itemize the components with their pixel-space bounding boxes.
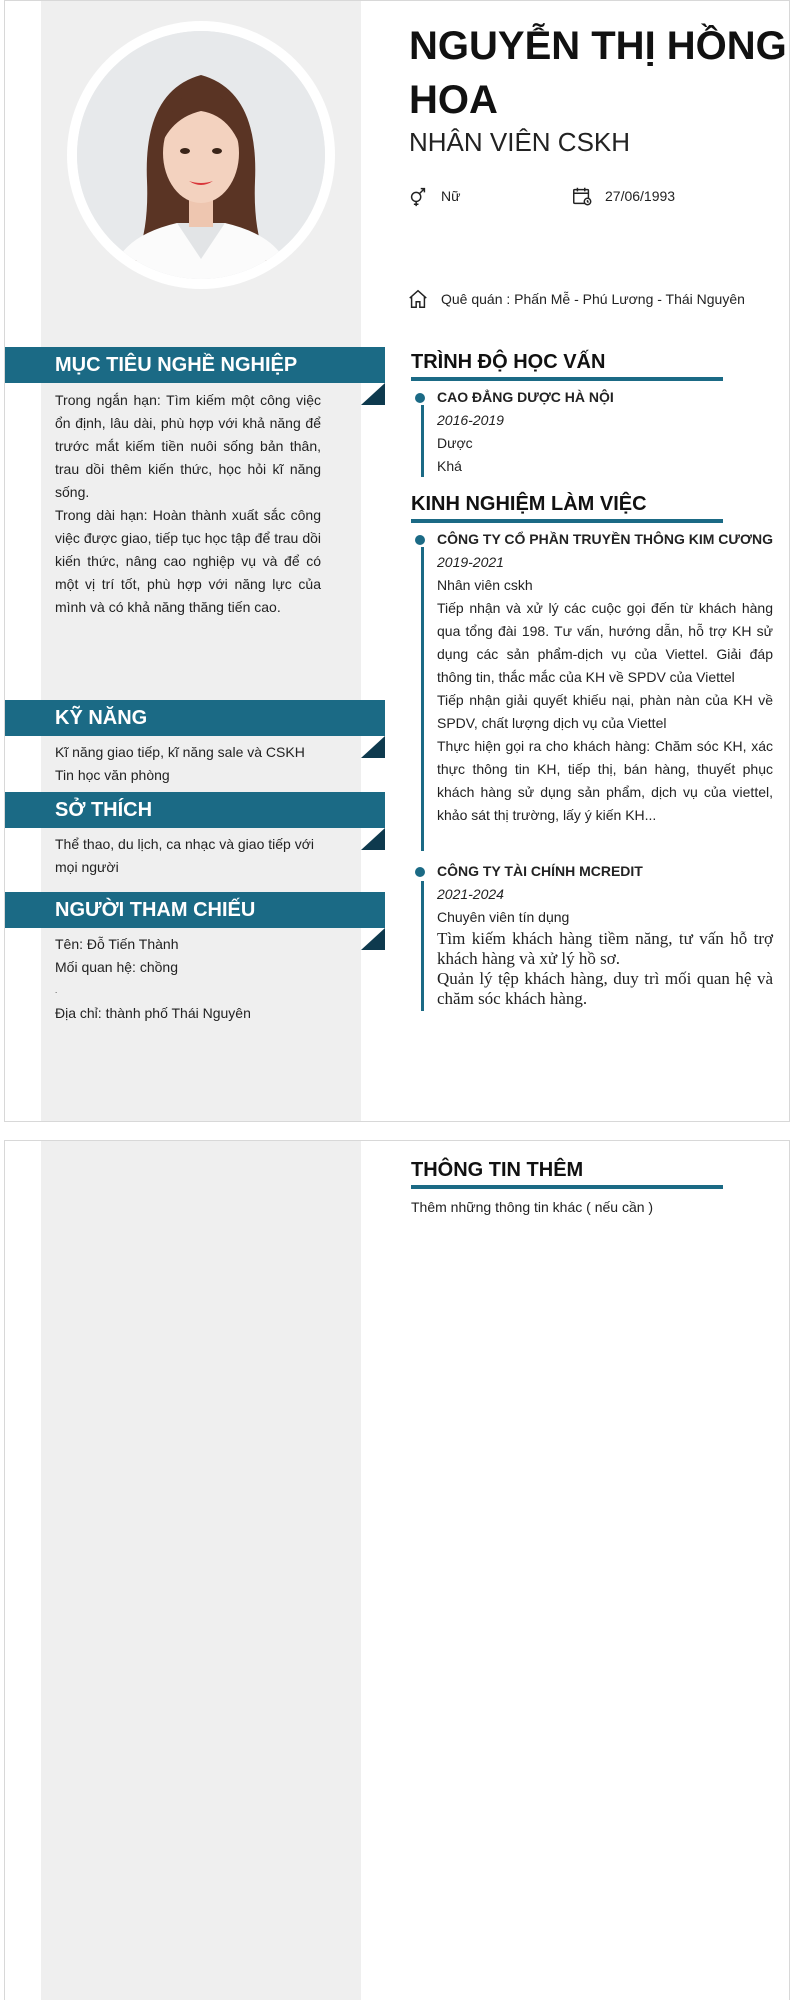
avatar-photo <box>77 31 325 279</box>
ribbon-fold <box>361 736 385 758</box>
reference-dot: . <box>55 986 58 995</box>
avatar <box>67 21 335 289</box>
hometown-info <box>407 288 745 310</box>
experience-entry <box>437 528 773 827</box>
gender-info <box>407 185 460 207</box>
education-grade: Khá <box>437 458 462 474</box>
reference-name: Tên: Đỗ Tiến Thành <box>55 936 179 952</box>
objective-long-term: Trong dài hạn: Hoàn thành xuất sắc công việc được giao, tiếp tục học tập để trau dồi kiến thức, nâng cao nghiệp vụ và để có một vị trí tốt, phù hợp với năng lực của mình và có khả năng thăng tiến cao. <box>55 507 321 615</box>
reference-address: Địa chỉ: thành phố Thái Nguyên <box>55 1005 251 1021</box>
skill-item: Tin học văn phòng <box>55 767 170 783</box>
cv-page-2 <box>4 1140 790 2000</box>
education-entry <box>437 386 773 478</box>
gender-value: Nữ <box>441 188 461 204</box>
experience-period: 2021-2024 <box>437 886 504 902</box>
experience-heading: KINH NGHIỆM LÀM VIỆC <box>411 493 723 523</box>
ribbon-fold <box>361 928 385 950</box>
additional-text: Thêm những thông tin khác ( nếu cần ) <box>411 1199 654 1215</box>
hometown-value: Quê quán : Phấn Mễ - Phú Lương - Thái Nguyên <box>441 291 745 307</box>
education-major: Dược <box>437 435 473 451</box>
experience-timeline <box>421 881 424 1011</box>
birthdate-info <box>571 185 675 207</box>
job-title: NHÂN VIÊN CSKH <box>409 127 631 157</box>
experience-timeline <box>421 547 424 851</box>
skills-heading: KỸ NĂNG <box>5 700 385 736</box>
skills-list <box>55 741 321 787</box>
experience-detail: Quản lý tệp khách hàng, duy trì mối quan hệ và chăm sóc khách hàng. <box>437 969 773 1008</box>
cv-page-1 <box>4 0 790 1122</box>
reference-block <box>55 933 321 1025</box>
objective-short-term: Trong ngắn hạn: Tìm kiếm một công việc ổn định, lâu dài, phù hợp với khả năng để trước mắt kiếm tiền nuôi sống bản thân, trau dồi thêm kiến thức, học hỏi kĩ năng sống. <box>55 392 321 500</box>
ribbon-fold <box>361 828 385 850</box>
education-heading: TRÌNH ĐỘ HỌC VẤN <box>411 351 723 381</box>
experience-entry <box>437 860 773 1009</box>
experience-detail: Tiếp nhận giải quyết khiếu nại, phàn nàn của KH về SPDV, chất lượng dịch vụ của Viettel <box>437 692 773 731</box>
objective-heading: MỤC TIÊU NGHỀ NGHIỆP <box>5 347 385 383</box>
sidebar <box>41 1141 361 2000</box>
hobbies-heading: SỞ THÍCH <box>5 792 385 828</box>
experience-period: 2019-2021 <box>437 554 504 570</box>
birthdate-value: 27/06/1993 <box>605 188 676 204</box>
ribbon-fold <box>361 383 385 405</box>
hobbies-text: Thể thao, du lịch, ca nhạc và giao tiếp với mọi người <box>55 836 314 875</box>
experience-detail: Tìm kiếm khách hàng tiềm năng, tư vấn hỗ trợ khách hàng và xử lý hồ sơ. <box>437 929 773 968</box>
school-name: CAO ĐẲNG DƯỢC HÀ NỘI <box>437 389 614 405</box>
experience-dot <box>415 535 425 545</box>
experience-position: Chuyên viên tín dụng <box>437 909 570 925</box>
candidate-name: NGUYỄN THỊ HỒNG HOA <box>409 24 787 122</box>
education-timeline <box>421 405 424 477</box>
company-name: CÔNG TY TÀI CHÍNH MCREDIT <box>437 863 643 879</box>
reference-heading: NGƯỜI THAM CHIẾU <box>5 892 385 928</box>
company-name: CÔNG TY CỔ PHẦN TRUYỀN THÔNG KIM CƯƠNG <box>437 531 773 547</box>
skill-item: Kĩ năng giao tiếp, kĩ năng sale và CSKH <box>55 744 305 760</box>
experience-detail: Tiếp nhận và xử lý các cuộc gọi đến từ khách hàng qua tổng đài 198. Tư vấn, hướng dẫn, hỗ trợ KH sử dụng các sản phẩm-dịch vụ của Viettel. Giải đáp thông tin, thắc mắc của KH về SPDV của Viettel <box>437 600 773 685</box>
calendar-icon <box>571 185 593 207</box>
gender-icon <box>407 185 429 207</box>
home-icon <box>407 288 429 310</box>
experience-dot <box>415 867 425 877</box>
additional-heading: THÔNG TIN THÊM <box>411 1159 723 1189</box>
objective-text <box>55 389 321 619</box>
education-period: 2016-2019 <box>437 412 504 428</box>
reference-relation: Mối quan hệ: chồng <box>55 959 178 975</box>
experience-detail: Thực hiện gọi ra cho khách hàng: Chăm sóc KH, xác thực thông tin KH, tiếp thị, bán hàng, thuyết phục khách hàng sử dụng sản phẩm, dịch vụ của viettel, khảo sát thị trường, lấy ý kiến KH... <box>437 738 773 823</box>
education-dot <box>415 393 425 403</box>
experience-position: Nhân viên cskh <box>437 577 533 593</box>
